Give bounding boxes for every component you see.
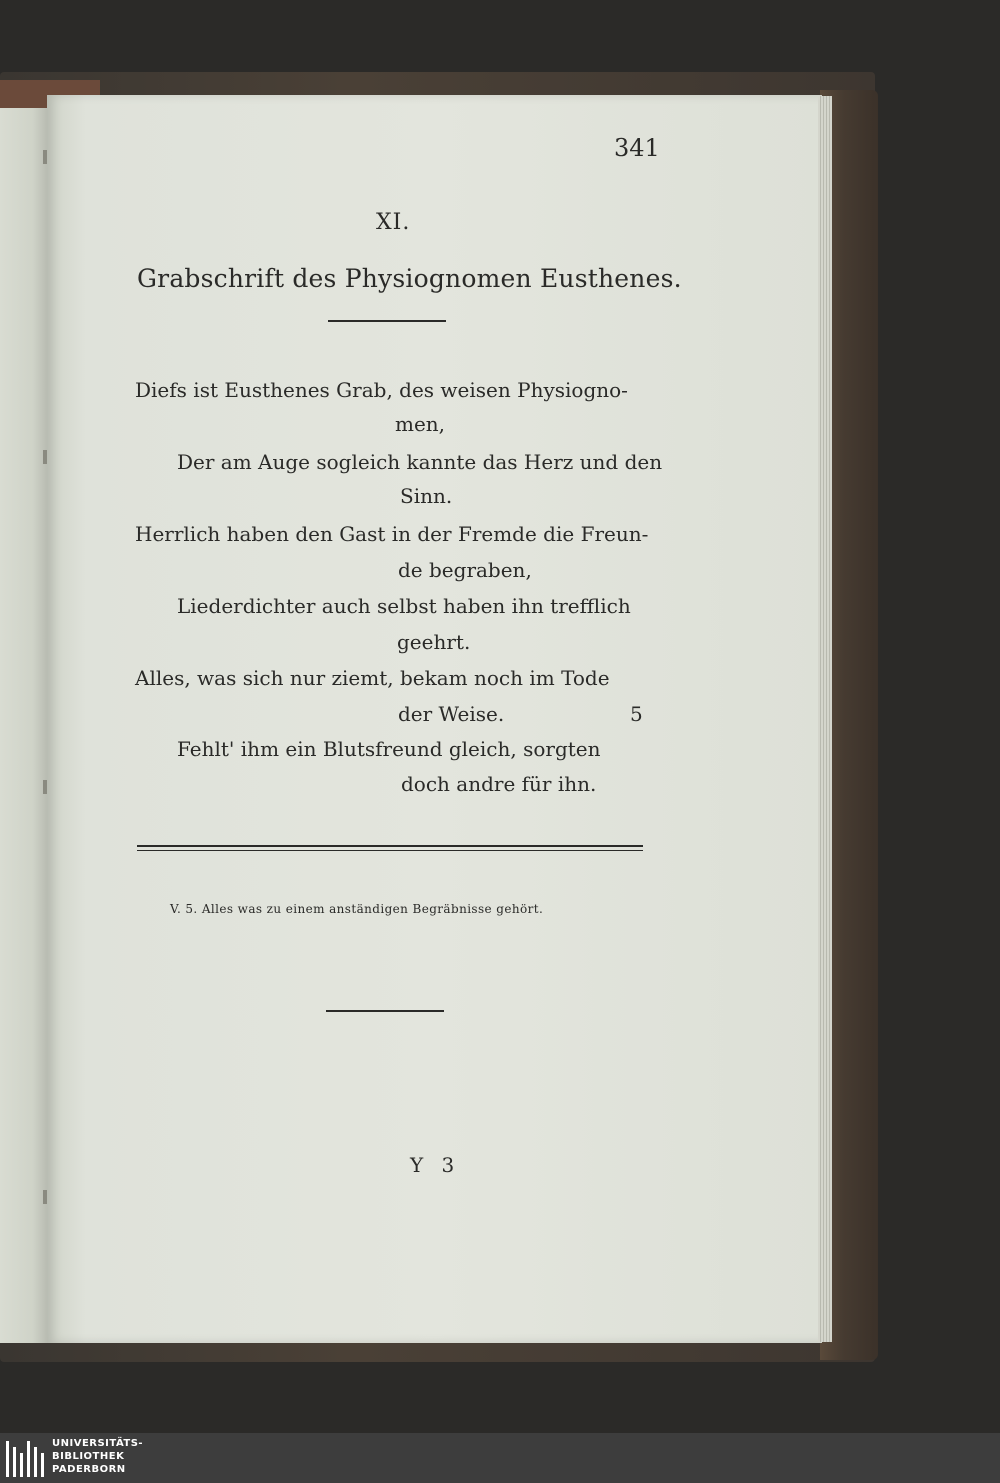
footnote: V. 5. Alles was zu einem anständigen Begräbnisse gehört. bbox=[170, 902, 544, 916]
footer-bar bbox=[0, 1433, 1000, 1483]
verse-line: Fehlt' ihm ein Blutsfreund gleich, sorgten bbox=[177, 737, 601, 761]
library-logo-icon bbox=[4, 1439, 48, 1479]
page-stack-edge bbox=[818, 96, 832, 1342]
verse-line: Der am Auge sogleich kannte das Herz und den bbox=[177, 450, 663, 474]
page-number: 341 bbox=[614, 134, 660, 162]
verse-line: Liederdichter auch selbst haben ihn trefflich bbox=[177, 594, 631, 618]
verse-line: Herrlich haben den Gast in der Fremde die Freun- bbox=[135, 522, 649, 546]
verse-line: doch andre für ihn. bbox=[401, 772, 597, 796]
title-rule bbox=[328, 320, 446, 322]
poem-title: Grabschrift des Physiognomen Eusthenes. bbox=[137, 264, 682, 293]
left-page-edge bbox=[0, 108, 47, 1343]
logo-text-line: PADERBORN bbox=[52, 1464, 126, 1475]
verse-line: Diefs ist Eusthenes Grab, des weisen Physiogno- bbox=[135, 378, 628, 402]
verse-line: der Weise. bbox=[398, 702, 505, 726]
footnote-rule bbox=[137, 845, 643, 847]
verse-line: Sinn. bbox=[400, 484, 453, 508]
line-number: 5 bbox=[630, 702, 643, 726]
footnote-rule-thin bbox=[137, 850, 643, 851]
verse-line: Alles, was sich nur ziemt, bekam noch im Tode bbox=[135, 666, 610, 690]
chapter-number: XI. bbox=[376, 210, 411, 235]
logo-text-line: BIBLIOTHEK bbox=[52, 1451, 125, 1462]
verse-line: men, bbox=[395, 412, 446, 436]
end-rule bbox=[326, 1010, 444, 1012]
verse-line: de begraben, bbox=[398, 558, 532, 582]
signature-mark: Y 3 bbox=[410, 1153, 461, 1177]
logo-text-line: UNIVERSITÄTS- bbox=[52, 1438, 144, 1449]
verse-line: geehrt. bbox=[397, 630, 471, 654]
